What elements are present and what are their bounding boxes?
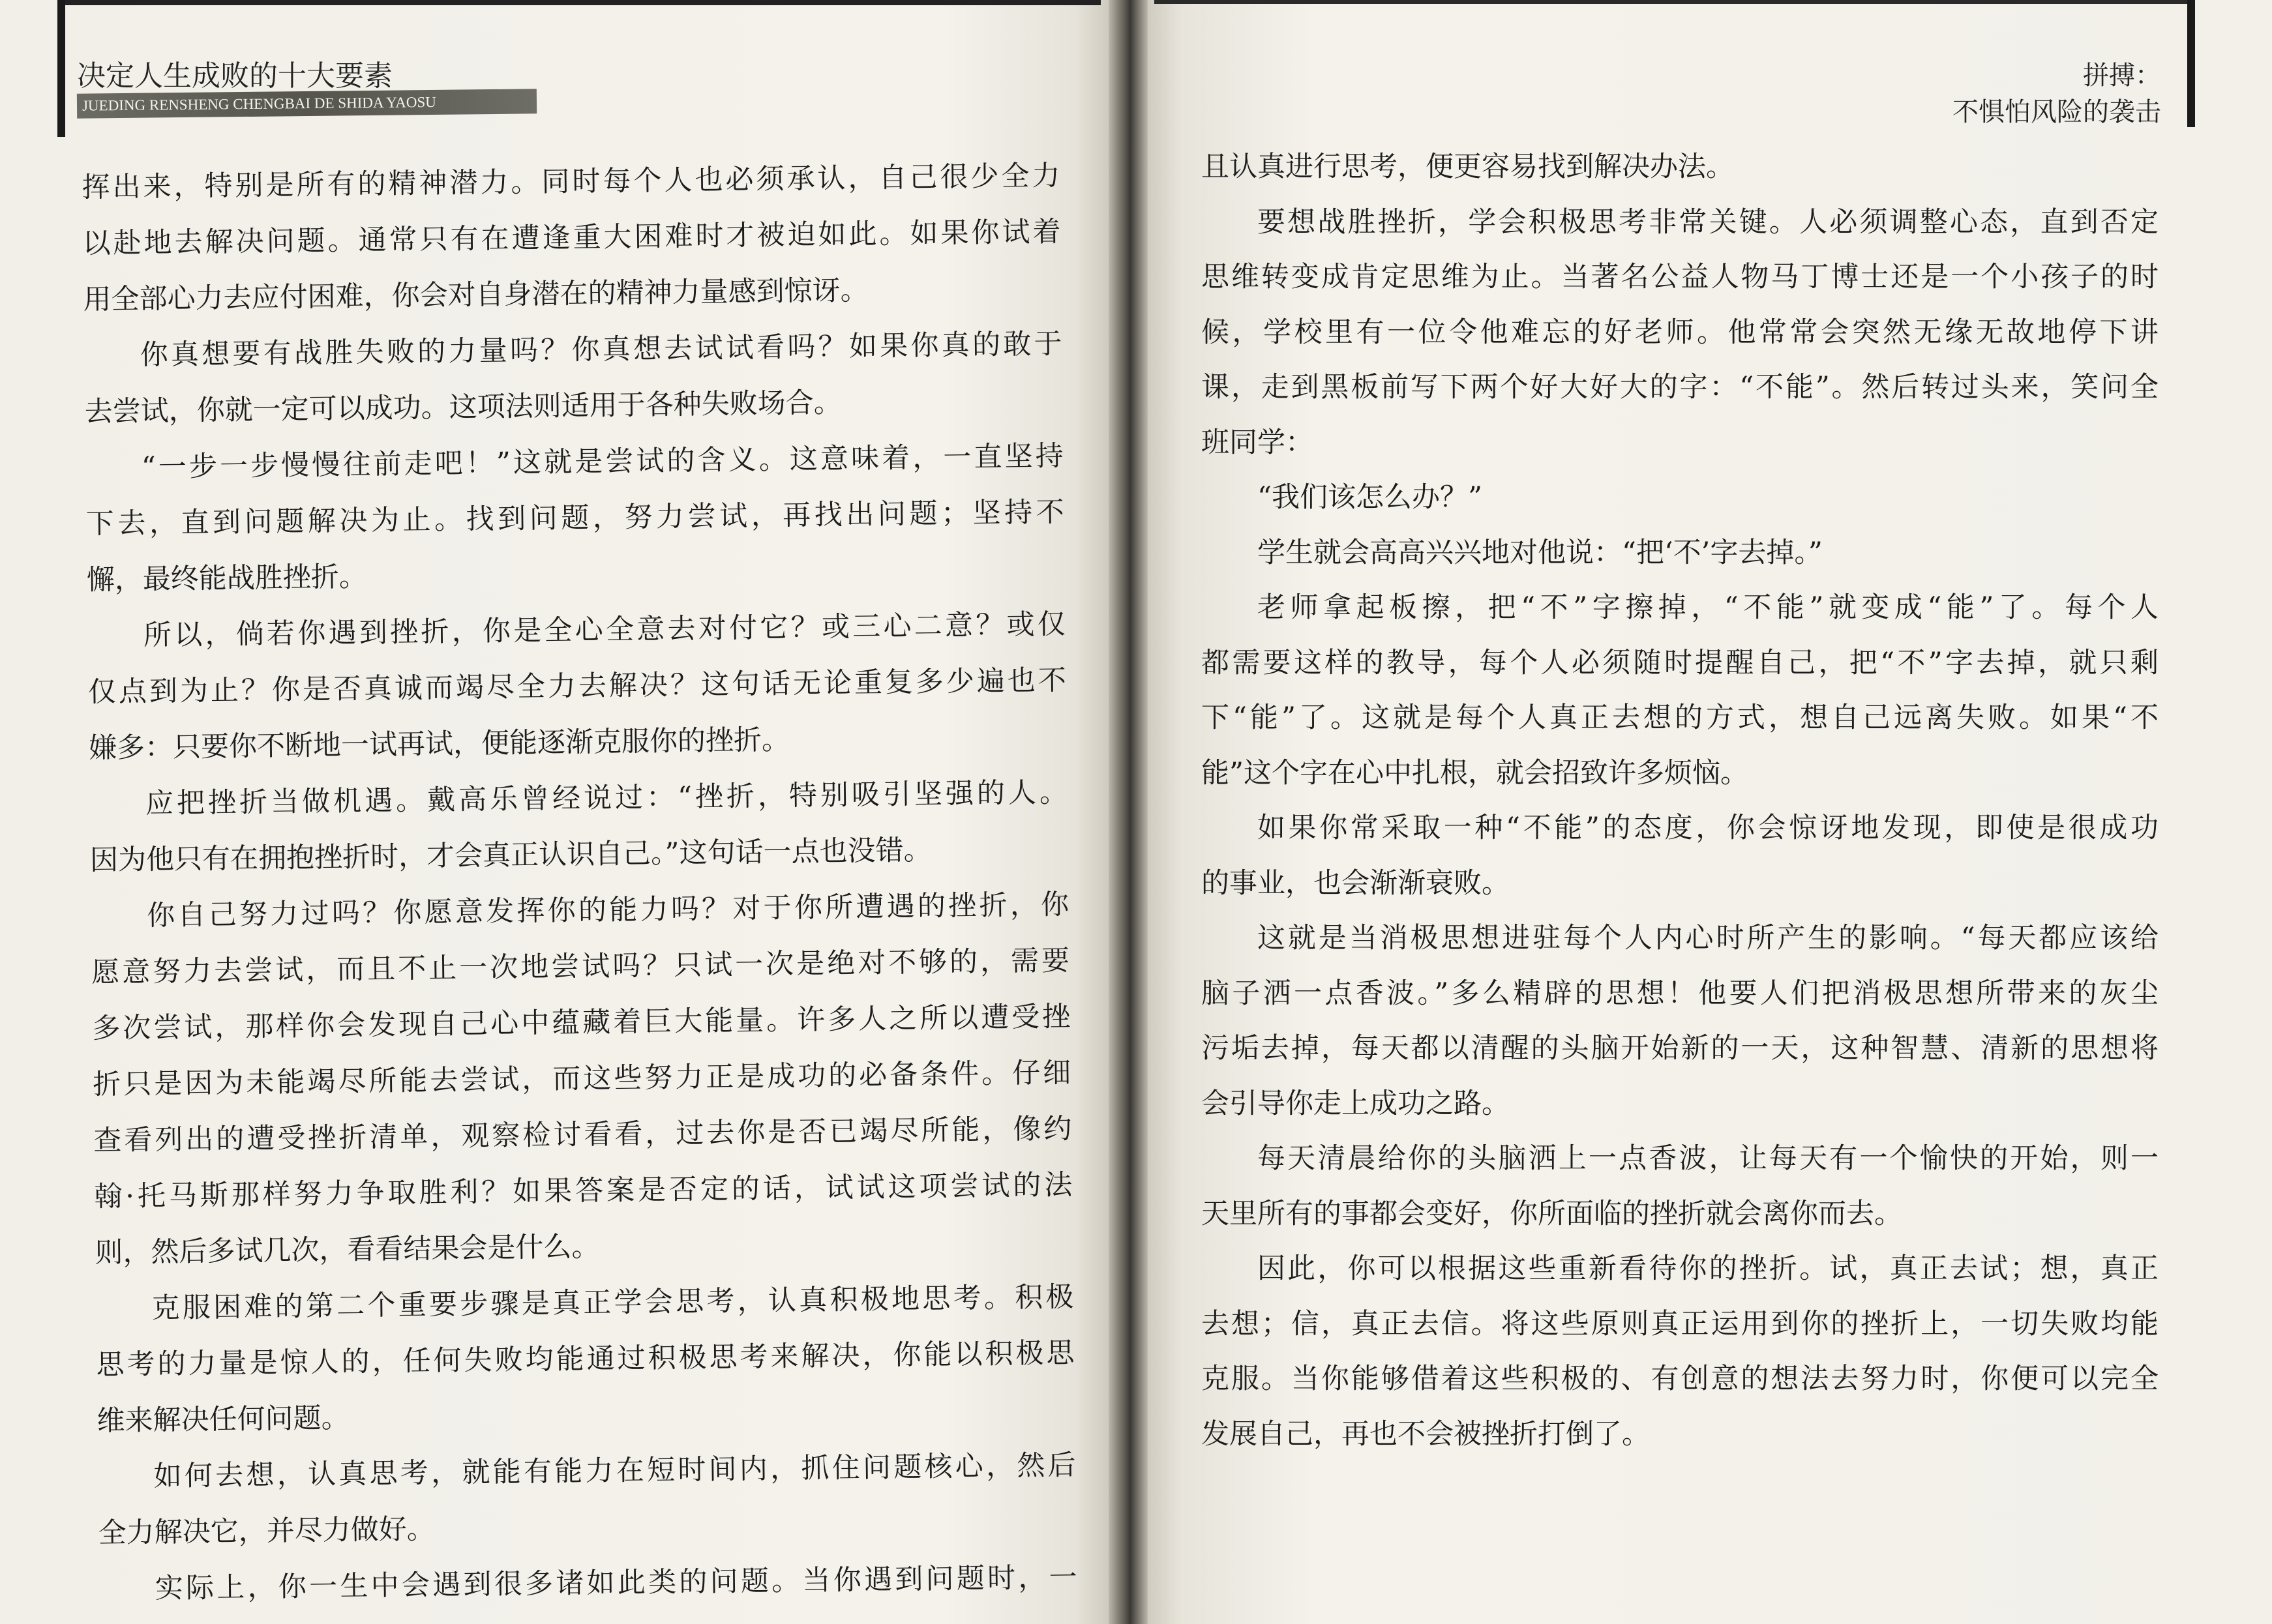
text-line: 所以，倘若你遇到挫折，你是全心全意去对付它？或三心二意？或仅 — [143, 608, 1066, 652]
text-line: 懈，最终能战胜挫折。 — [86, 560, 368, 597]
text-line: 翰·托马斯那样努力争取胜利？如果答案是否定的话，试试这项尝试的法 — [94, 1168, 1073, 1213]
text-line: 查看列出的遭受挫折清单，观察检讨看看，过去你是否已竭尽所能，像约 — [93, 1112, 1072, 1157]
text-line: 天里所有的事都会变好，你所面临的挫折就会离你而去。 — [1201, 1197, 1902, 1230]
text-line: 下“能”了。这就是每个人真正去想的方式，想自己远离失败。如果“不 — [1201, 701, 2159, 734]
text-line: 应把挫折当做机遇。戴高乐曾经说过：“挫折，特别吸引坚强的人。 — [145, 776, 1068, 820]
text-line: 如何去想，认真思考，就能有能力在短时间内，抓住问题核心，然后 — [153, 1449, 1076, 1493]
text-line: 如果你常采取一种“不能”的态度，你会惊讶地发现，即使是很成功 — [1257, 812, 2159, 844]
book-gutter — [1109, 0, 1148, 1624]
text-line: 多次尝试，那样你会发现自己心中蕴藏着巨大能量。许多人之所以遭受挫 — [91, 1000, 1071, 1045]
text-line: 因此，你可以根据这些重新看待你的挫折。试，真正去试；想，真正 — [1257, 1252, 2159, 1285]
text-line: “一步一步慢慢往前走吧！”这就是尝试的含义。这意味着，一直坚持 — [141, 439, 1064, 484]
text-line: 则，然后多试几次，看看结果会是什么。 — [95, 1230, 600, 1269]
scan-edge — [57, 0, 1101, 5]
text-line: 课，走到黑板前写下两个好大好大的字：“不能”。然后转过头来，笑问全 — [1201, 371, 2159, 404]
text-line: 都需要这样的教导，每个人必须随时提醒自己，把“不”字去掉，就只剩 — [1201, 646, 2159, 679]
text-line: 全力解决它，并尽力做好。 — [98, 1513, 436, 1550]
text-line: 挥出来，特别是所有的精神潜力。同时每个人也必须承认，自己很少全力 — [82, 159, 1060, 204]
right-page-body — [1201, 140, 2159, 1462]
text-line: 愿意努力去尝试，而且不止一次地尝试吗？只试一次是绝对不够的，需要 — [91, 944, 1070, 989]
chapter-subtitle: 不惧怕风险的袭击 — [1952, 97, 2161, 127]
chapter-title: 拼搏： — [2083, 61, 2161, 91]
text-line: 思考的力量是惊人的，任何失败均能通过积极思考来解决，你能以积极思 — [96, 1336, 1075, 1381]
scan-edge — [57, 0, 65, 137]
text-line: 下去，直到问题解决为止。找到问题，努力尝试，再找出问题；坚持不 — [85, 495, 1065, 540]
left-page-body — [82, 148, 1077, 1617]
text-line: 班同学： — [1201, 426, 1313, 459]
text-line: 这就是当消极思想进驻每个人内心时所产生的影响。“每天都应该给 — [1257, 922, 2159, 954]
text-line: 每天清晨给你的头脑洒上一点香波，让每天有一个愉快的开始，则一 — [1257, 1142, 2159, 1175]
text-line: 候，学校里有一位令他难忘的好老师。他常常会突然无缘无故地停下讲 — [1201, 316, 2159, 349]
text-line: 折只是因为未能竭尽所能去尝试，而这些努力正是成功的必备条件。仔细 — [93, 1056, 1071, 1101]
text-line: 会引导你走上成功之路。 — [1201, 1087, 1510, 1120]
text-line: 学生就会高高兴兴地对他说：“把‘不’字去掉。” — [1257, 536, 1823, 569]
running-header-pinyin: JUEDING RENSHENG CHENGBAI DE SHIDA YAOSU — [77, 89, 537, 118]
text-line: 克服困难的第二个重要步骤是真正学会思考，认真积极地思考。积极 — [151, 1280, 1074, 1325]
text-line: 去想；信，真正去信。将这些原则真正运用到你的挫折上，一切失败均能 — [1201, 1307, 2159, 1340]
scan-edge — [1154, 0, 2195, 4]
text-line: 污垢去掉，每天都以清醒的头脑开始新的一天，这种智慧、清新的思想将 — [1201, 1032, 2159, 1065]
text-line: 的事业，也会渐渐衰败。 — [1201, 866, 1510, 900]
running-header-chapter — [1952, 57, 2161, 130]
text-line: 要想战胜挫折，学会积极思考非常关键。人必须调整心态，直到否定 — [1257, 205, 2159, 239]
text-line: 去尝试，你就一定可以成功。这项法则适用于各种失败场合。 — [84, 386, 842, 428]
right-page — [1148, 0, 2272, 1624]
text-line: 维来解决任何问题。 — [97, 1402, 350, 1438]
text-line: “我们该怎么办？” — [1257, 481, 1482, 514]
text-line: 嫌多：只要你不断地一试再试，便能逐渐克服你的挫折。 — [88, 723, 790, 765]
left-page — [0, 0, 1109, 1624]
text-line: 用全部心力去应付困难，你会对自身潜在的精神力量感到惊讶。 — [83, 274, 869, 316]
text-line: 脑子洒一点香波。”多么精辟的思想！他要人们把消极思想所带来的灰尘 — [1201, 977, 2159, 1010]
text-line: 你自己努力过吗？你愿意发挥你的能力吗？对于你所遭遇的挫折，你 — [146, 888, 1069, 932]
text-line: 能”这个字在心中扎根，就会招致许多烦恼。 — [1201, 756, 1748, 790]
text-line: 以赴地去解决问题。通常只有在遭逢重大困难时才被迫如此。如果你试着 — [82, 215, 1061, 260]
scan-edge — [2187, 0, 2195, 127]
text-line: 克服。当你能够借着这些积极的、有创意的想法去努力时，你便可以完全 — [1201, 1363, 2159, 1395]
text-line: 老师拿起板擦，把“不”字擦掉，“不能”就变成“能”了。每个人 — [1257, 591, 2159, 624]
text-line: 且认真进行思考，便更容易找到解决办法。 — [1201, 151, 1734, 183]
text-line: 仅点到为止？你是否真诚而竭尽全力去解决？这句话无论重复多少遍也不 — [87, 664, 1067, 709]
running-header-title: 决定人生成败的十大要素 — [77, 59, 393, 93]
text-line: 实际上，你一生中会遇到很多诸如此类的问题。当你遇到问题时，一 — [155, 1561, 1077, 1605]
text-line: 思维转变成肯定思维为止。当著名公益人物马丁博士还是一个小孩子的时 — [1201, 261, 2159, 293]
text-line: 因为他只有在拥抱挫折时，才会真正认识自己。”这句话一点也没错。 — [89, 834, 932, 877]
text-line: 你真想要有战胜失败的力量吗？你真想去试试看吗？如果你真的敢于 — [140, 327, 1062, 372]
text-line: 发展自己，再也不会被挫折打倒了。 — [1201, 1417, 1650, 1451]
